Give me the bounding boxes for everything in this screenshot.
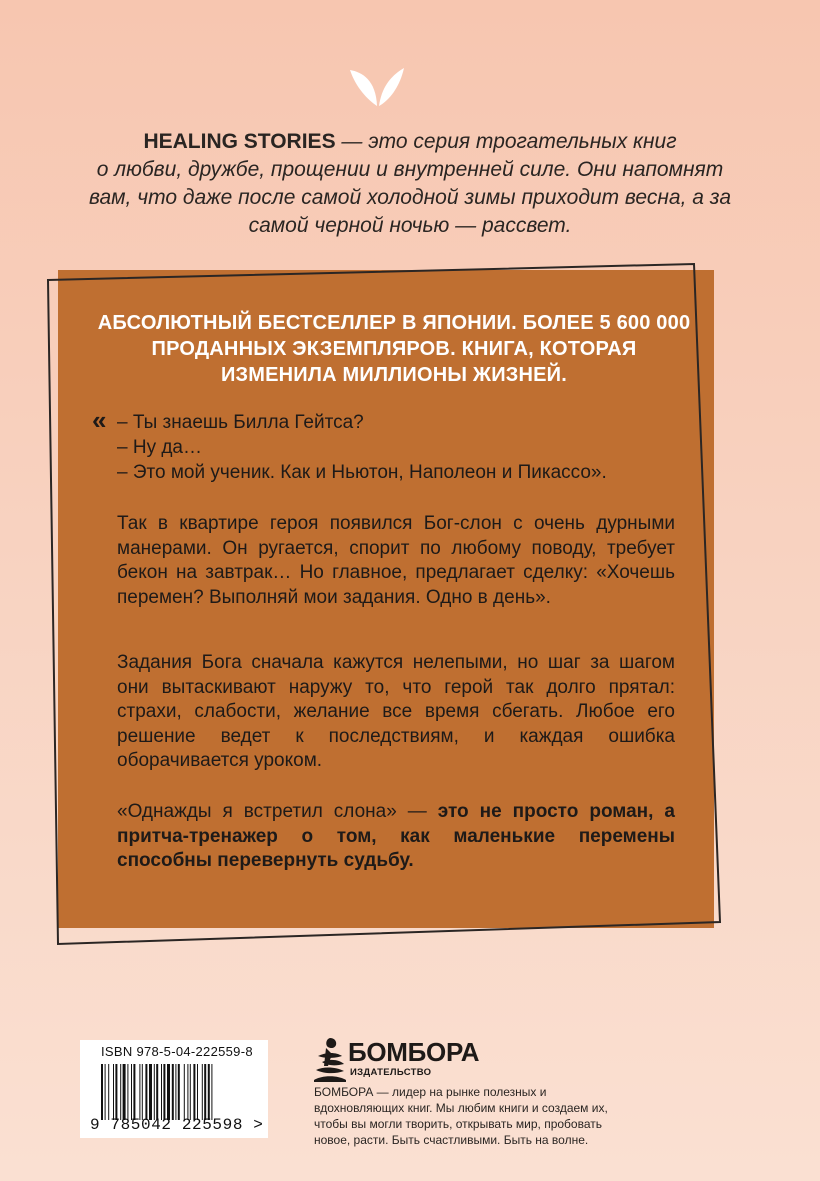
barcode-bar [193,1064,195,1120]
bestseller-headline: АБСОЛЮТНЫЙ БЕСТСЕЛЛЕР В ЯПОНИИ. БОЛЕЕ 5 600 000 ПРОДАННЫХ ЭКЗЕМПЛЯРОВ. КНИГА, КОТОРАЯ ИЗМЕНИЛА МИЛЛИОНЫ ЖИЗНЕЙ. [97,312,691,386]
barcode-bar [156,1064,158,1120]
barcode-bar [115,1064,117,1120]
barcode-bar [204,1064,206,1120]
summary-bold-text: это не просто роман, а притча-тренажер о том, как маленькие перемены способны перевернуть судьбу. [117,801,675,871]
paragraph-plot: Так в квартире героя появился Бог-слон с очень дурными манерами. Он ругается, спорит по любому поводу, требует бекон на завтрак… Но главное, предлагает сделку: «Хочешь перемен? Выполняй мои задания. Одно в день». [117,513,675,608]
intro-line-2: о любви, дружбе, прощении и внутренней силе. Они напомнят [96,158,724,181]
barcode-bar [145,1064,147,1120]
barcode-bar [184,1064,185,1120]
paragraph-tasks: Задания Бога сначала кажутся нелепыми, но шаг за шагом они вытаскивают наружу то, что герой так долго прятал: страхи, слабости, желание все время сбегать. Любое его решение ведет к последствиям, и каждая ошибка оборачивается уроком. [117,652,675,771]
barcode-bar [101,1064,103,1120]
dialogue-line: – Ну да… [117,437,202,458]
barcode-bar [149,1064,152,1120]
summary-normal-text: «Однажды я встретил слона» — [117,801,438,822]
dialogue-quote [117,410,677,485]
barcode-bar [139,1064,140,1120]
barcode-bar [178,1064,180,1120]
barcode-bar [202,1064,203,1120]
barcode-bar [208,1064,210,1120]
isbn-label: ISBN 978-5-04-222559-8 [101,1044,253,1059]
intro-line-4: самой черной ночью — рассвет. [248,214,572,237]
barcode-bar [108,1064,109,1120]
barcode-digits: 9 785042 225598 > [90,1116,264,1134]
paragraph-summary [117,800,675,874]
barcode-bar [131,1064,132,1120]
bombora-logo-icon [312,1036,348,1084]
intro-line-3: вам, что даже после самой холодной зимы приходит весна, а за [88,186,732,209]
barcode-image [101,1064,249,1120]
barcode-bar [154,1064,155,1120]
barcode-bar [161,1064,162,1120]
barcode-bar [123,1064,126,1120]
intro-line-1: — это серия трогательных книг [335,130,677,153]
dialogue-line: – Это мой ученик. Как и Ньютон, Наполеон и Пикассо». [117,462,607,483]
barcode-bar [197,1064,198,1120]
barcode-bar [105,1064,106,1120]
barcode-bar [175,1064,176,1120]
barcode-bar [120,1064,121,1120]
barcode-bar [142,1064,143,1120]
publisher-subtitle: ИЗДАТЕЛЬСТВО [350,1067,432,1078]
series-intro [60,128,760,240]
barcode-bar [113,1064,114,1120]
barcode-bar [187,1064,188,1120]
barcode-bar [211,1064,212,1120]
barcode-bar [190,1064,191,1120]
publisher-name: БОМБОРА [348,1037,480,1067]
barcode-bar [127,1064,128,1120]
barcode-bar [163,1064,165,1120]
dialogue-line: – Ты знаешь Билла Гейтса? [117,412,364,433]
barcode-bar [172,1064,174,1120]
barcode-bar [133,1064,135,1120]
barcode-bar [167,1064,170,1120]
quote-mark: « [92,405,107,435]
series-brand: HEALING STORIES [143,130,336,153]
publisher-description: БОМБОРА — лидер на рынке полезных и вдохновляющих книг. Мы любим книги и создаем их, чтобы вы могли творить, открывать мир, пробовать новое, расти. Быть счастливыми. Быть на волне. [314,1085,608,1147]
leaf-logo-icon [348,66,406,112]
